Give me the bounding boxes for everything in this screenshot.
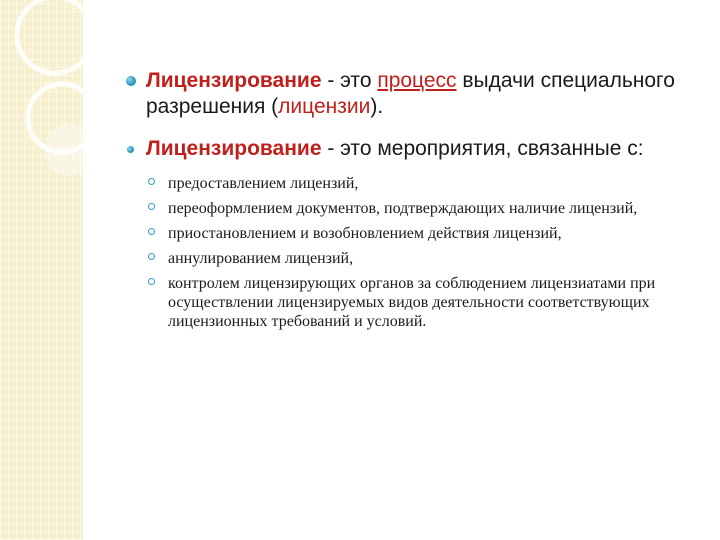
term-label: Лицензирование	[146, 137, 322, 160]
bullet-icon	[126, 76, 136, 86]
ring-bullet-icon	[148, 278, 155, 285]
list-item	[146, 224, 706, 243]
bullet-icon	[127, 146, 134, 153]
ring-bullet-icon	[148, 203, 155, 210]
list-item-text: приостановлением и возобновлением действия лицензий,	[168, 225, 562, 242]
list-item	[146, 249, 706, 268]
list-item-text: аннулированием лицензий,	[168, 250, 354, 267]
list-item	[146, 174, 706, 193]
license-word: лицензии	[278, 95, 371, 118]
ring-bullet-icon	[148, 253, 155, 260]
ring-bullet-icon	[148, 178, 155, 185]
text-fragment: - это	[321, 69, 378, 92]
text-fragment: выдачи специального разрешения (	[146, 69, 675, 118]
slide-content	[126, 68, 706, 347]
definition-item-2	[126, 136, 706, 331]
list-item	[146, 199, 706, 218]
list-item-text: контролем лицензирующих органов за соблюдением лицензиатами при осуществлении лицензируемых видов деятельности соответствующих лицензионных требований и условий.	[168, 275, 656, 330]
ring-bullet-icon	[148, 228, 155, 235]
decorative-circles	[0, 0, 83, 540]
decorative-side-band	[0, 0, 83, 540]
list-item-text: предоставлением лицензий,	[168, 175, 359, 192]
text-fragment: ).	[370, 95, 384, 118]
process-link[interactable]: процесс	[377, 69, 457, 92]
list-item-text: переоформлением документов, подтверждающих наличие лицензий,	[168, 200, 638, 217]
sub-list	[146, 174, 706, 331]
text-fragment: - это мероприятия, связанные с:	[321, 137, 644, 160]
term-label: Лицензирование	[146, 69, 322, 92]
definition-item-1	[126, 68, 706, 120]
list-item	[146, 274, 706, 331]
